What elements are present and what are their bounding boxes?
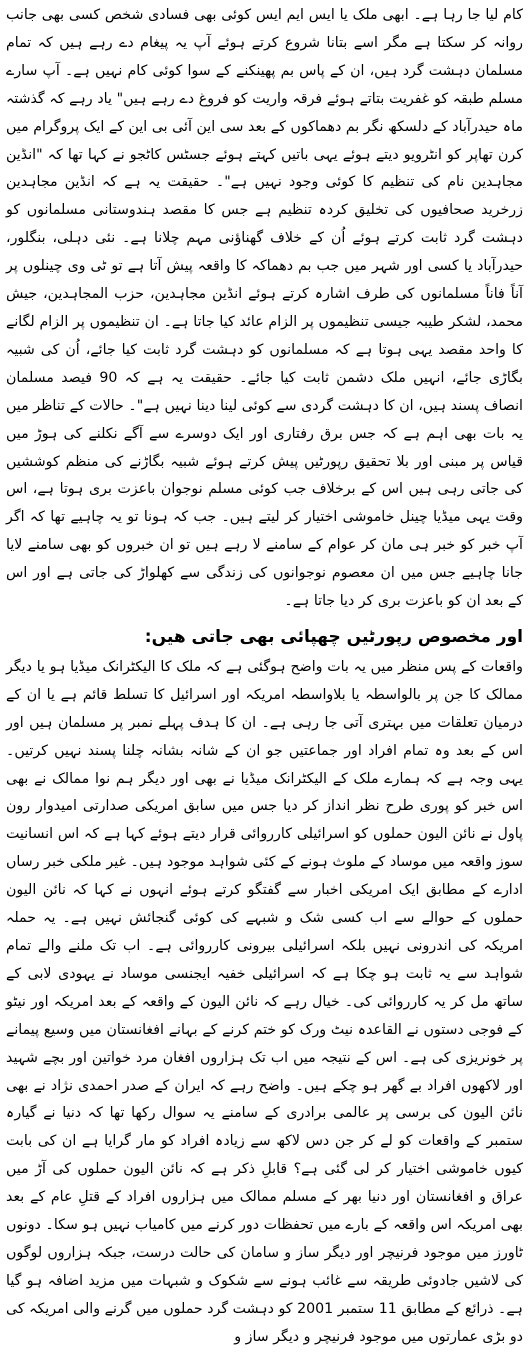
section-heading: اور مخصوص رپورٹیں چھپائی بھی جاتی ھیں: [144,626,523,647]
article-paragraph-2: واقعات کے پس منظر میں یہ بات واضح ہوگئی ہے کہ ملک کا الیکٹرانک میڈیا ہو یا دیگر ممالک کا جن پر بالواسطہ یا بلاواسطہ امریکہ اور اسرائیل کا تسلط قائم ہے یا ان کے درمیان تعلقات میں بہتری آتی جا رہی ہے۔ ان کا ہدف پہلے نمبر پر مسلمان ہیں اور اس کے بعد وہ تمام افراد اور جماعتیں جو ان کے شانہ بشانہ چلنا پسند نہیں کرتیں۔ یہی وجہ ہے کہ ہمارے ملک کے الیکٹرانک میڈیا نے بھی اور دیگر ہم نوا ممالک نے بھی اس خبر کو پوری طرح نظر انداز کر دیا جس میں سابق امریکی صدارتی امیدوار رون پاول نے نائن الیون حملوں کو اسرائیلی کارروائی قرار دیتے ہوئے کہا ہے کہ اس انسانیت سوز واقعہ میں موساد کے ملوث ہونے کے کئی شواہد موجود ہیں۔ غیر ملکی خبر رساں ادارے کے مطابق ایک امریکی اخبار سے گفتگو کرتے ہوئے انہوں نے کہا کہ نائن الیون حملوں کے حوالے سے اب کسی شک و شبہے کی کوئی گنجائش نہیں ہے۔ یہ حملہ امریکہ کی اندرونی نہیں بلکہ اسرائیلی بیرونی کارروائی ہے۔ اب تک ملنے والے تمام شواہد سے یہ ثابت ہو چکا ہے کہ اسرائیلی خفیہ ایجنسی موساد نے یہودی لابی کے ساتھ مل کر یہ کارروائی کی۔ خیال رہے کہ نائن الیون کے واقعہ کے بعد امریکہ اور نیٹو کے فوجی دستوں نے القاعدہ نیٹ ورک کو ختم کرنے کے بہانے افغانستان میں وسیع پیمانے پر خونریزی کی ہے۔ اس کے نتیجہ میں اب تک ہزاروں افغان مرد خواتین اور بچے شہید اور لاکھوں افراد بے گھر ہو چکے ہیں۔ واضح رہے کہ ایران کے صدر احمدی نژاد نے بھی نائن الیون کی برسی پر عالمی برادری کے سامنے یہ سوال رکھا تھا کہ دنیا نے گیارہ ستمبر کے واقعات کو لے کر جن دس لاکھ سے زیادہ افراد کو مار گرایا ہے ان کی بابت کیوں خاموشی اختیار کر لی گئی ہے؟ قابلِ ذکر ہے کہ نائن الیون حملوں کی آڑ میں عراق و افغانستان اور دنیا بھر کے مسلم ممالک میں ہزاروں افراد کے قتلِ عام کے بعد بھی امریکہ اس واقعہ کے بارے میں تحفظات دور کرنے میں کامیاب نہیں ہو سکا۔ دونوں ٹاورز میں موجود فرنیچر اور دیگر ساز و سامان کی حالت درست، جبکہ ہزاروں لوگوں کی لاشیں جادوئی طریقہ سے غائب ہونے سے شکوک و شبہات میں مزید اضافہ ہو گیا ہے۔ ذرائع کے مطابق 11 ستمبر 2001 کو دہشت گرد حملوں میں گرنے والی امریکہ کی دو بڑی عمارتوں میں موجود فرنیچر و دیگر ساز و [6,658,523,1345]
article-paragraph-1: کام لیا جا رہا ہے۔ ابھی ملک یا ایس ایم ایس کوئی بھی فسادی شخص کسی بھی جانب روانہ کر سکتا ہے مگر اسے بتانا شروع کرتے ہوئے آپ یہ پیغام دے رہے ہیں کہ تمام مسلمان دہشت گرد ہیں، ان کے پاس بم پھینکنے کے سوا کوئی کام نہیں ہے۔ آپ سارے مسلم طبقہ کو غفریت بتاتے ہوئے فرقہ واریت کو فروغ دے رہے ہیں" یاد رہے کہ گذشتہ ماہ حیدرآباد کے دلسکھ نگر بم دھماکوں کے بعد سی این آئی بی این کے ایک پروگرام میں کرن تھاپر کو انٹرویو دیتے ہوئے یہی باتیں کہتے ہوئے جسٹس کاٹجو نے کہا تھا کہ "انڈین مجاہدین نام کی تنظیم کا کوئی وجود نہیں ہے"۔ حقیقت یہ ہے کہ انڈین مجاہدین زرخرید صحافیوں کی تخلیق کردہ تنظیم ہے جس کا مقصد ہندوستانی مسلمانوں کو دہشت گرد ثابت کرتے ہوئے اُن کے خلاف گھناؤنی مہم چلانا ہے۔ نئی دہلی، بنگلور، حیدرآباد یا کسی اور شہر میں جب بم دھماکہ کا واقعہ پیش آتا ہے تو ٹی وی چینلوں پر آناً فاناً مسلمانوں کی طرف اشارہ کرتے ہوئے انڈین مجاہدین، حزب المجاہدین، جیش محمد، لشکر طیبہ جیسی تنظیموں پر الزام عائد کیا جاتا ہے۔ ان تنظیموں پر الزام لگانے کا واحد مقصد یہی ہوتا ہے کہ مسلمانوں کو دہشت گرد ثابت کیا جائے، اُن کی شبیہ بگاڑی جائے، انہیں ملک دشمن ثابت کیا جائے۔ حقیقت یہ ہے کہ 90 فیصد مسلمان انصاف پسند ہیں، ان کا دہشت گردی سے کوئی لینا دینا نہیں ہے"۔ حالات کے تناظر میں یہ بات بھی اہم ہے کہ جس برق رفتاری اور ایک دوسرے سے آگے نکلنے کی ہوڑ میں قیاس پر مبنی اور بلا تحقیق رپورٹیں پیش کرتے ہوئے شبیہ بگاڑنے کی منظم کوششیں کی جاتی رہی ہیں اس کے برخلاف جب کوئی مسلم نوجوان باعزت بری ہوتا ہے، اس وقت یہی میڈیا چینل خاموشی اختیار کر لیتے ہیں۔ جب کہ ہونا تو یہ چاہیے تھا کہ اگر آپ خبر کو خبر ہی مان کر عوام کے سامنے لا رہے ہیں تو ان خبروں کو بھی سامنے لایا جانا چاہیے جس میں ان معصوم نوجوانوں کی زندگی سے کھلواڑ کی جاتی ہے اور اس کے بعد ان کو باعزت بری کر دیا جاتا ہے۔ [6,7,523,610]
